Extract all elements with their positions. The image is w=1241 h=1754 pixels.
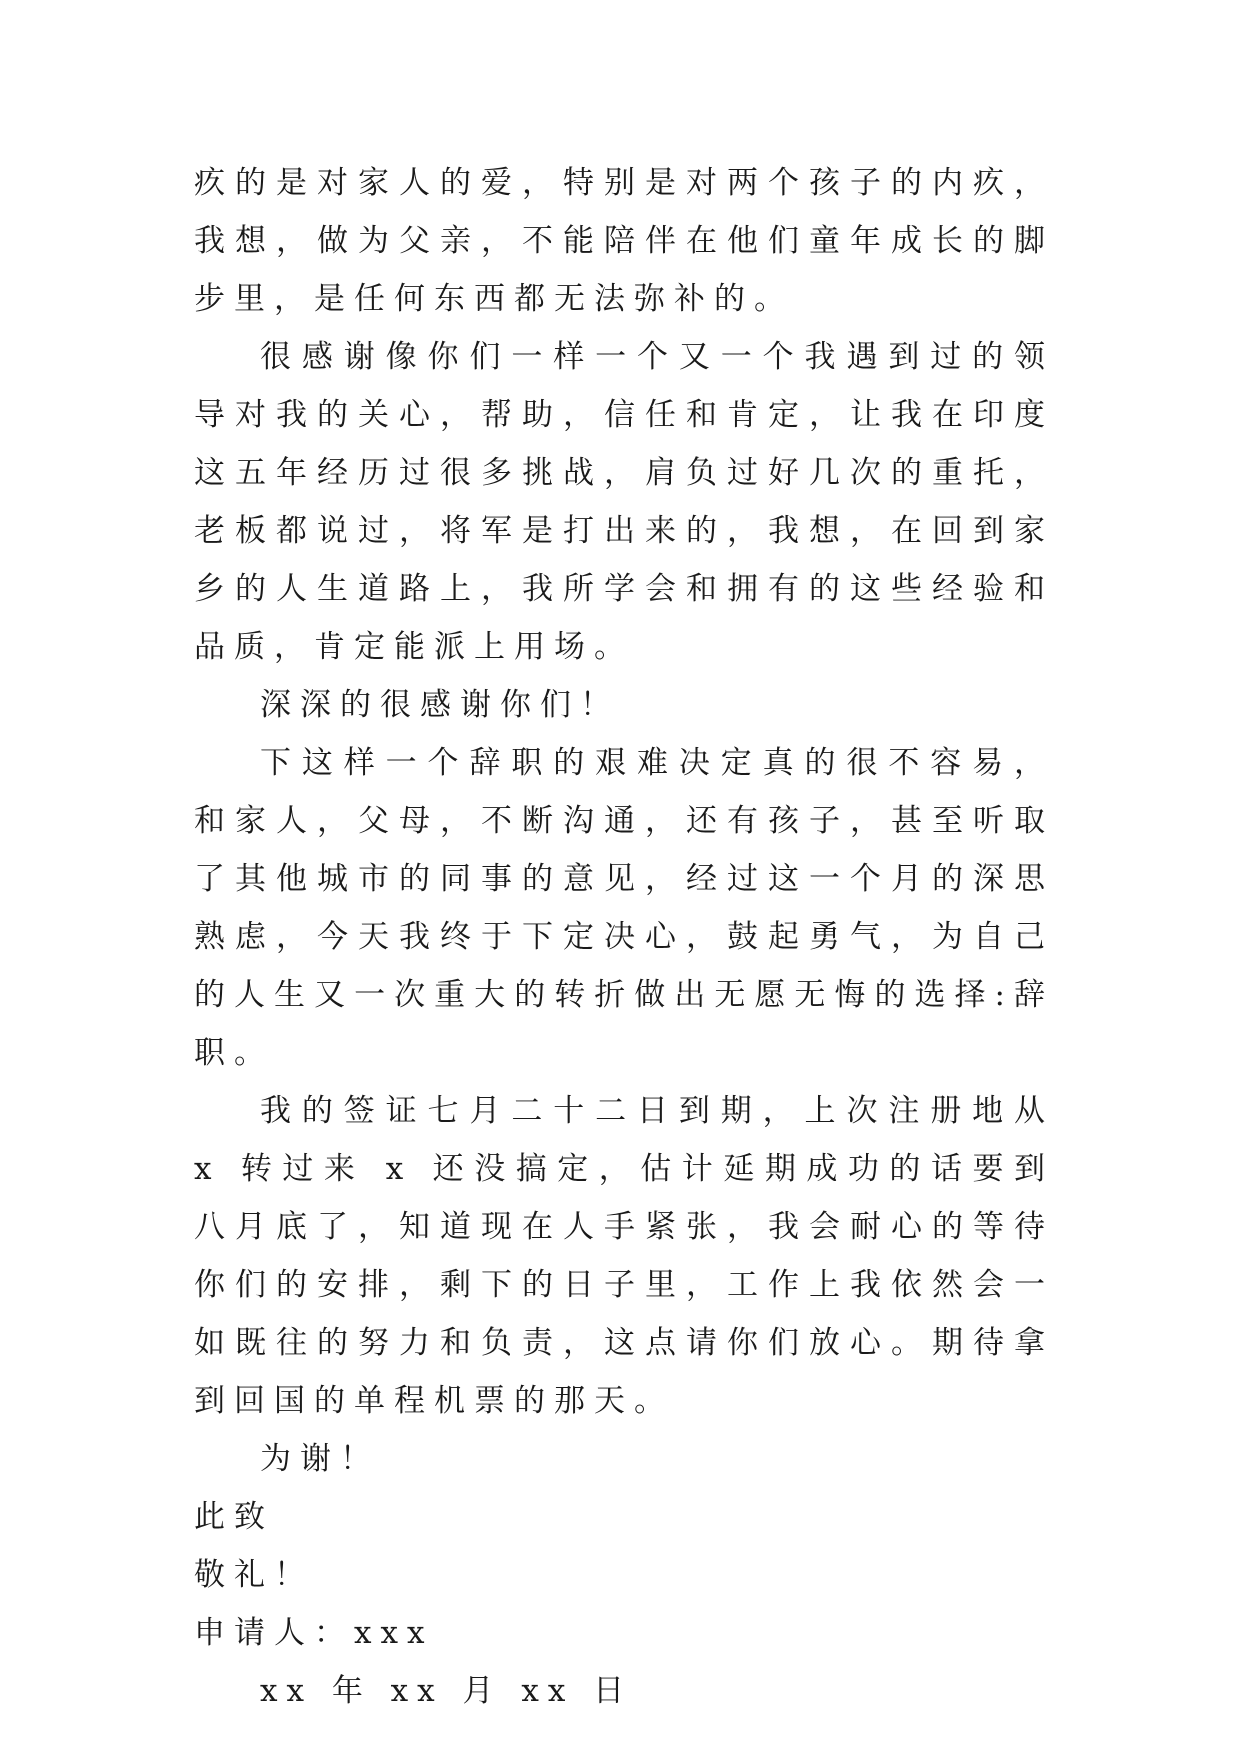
closing-regards: 敬礼！ [194, 1557, 314, 1593]
paragraph-resignation-decision: 下这样一个辞职的艰难决定真的很不容易，和家人，父母，不断沟通，还有孩子，甚至听取了其他城市的同事的意见，经过这一个月的深思熟虑，今天我终于下定决心，鼓起勇气，为自己的人生又一次重大的转折做出无愿无悔的选择:辞职。 [194, 745, 1054, 1071]
paragraph-continuation: 疚的是对家人的爱，特别是对两个孩子的内疚，我想，做为父亲，不能陪伴在他们童年成长的脚步里，是任何东西都无法弥补的。 [194, 165, 1054, 317]
closing-salutation: 此致 [194, 1499, 274, 1535]
paragraph-gratitude: 为谢！ [260, 1441, 380, 1477]
paragraph-thanks-leaders: 很感谢像你们一样一个又一个我遇到过的领导对我的关心，帮助，信任和肯定，让我在印度这五年经历过很多挑战，肩负过好几次的重托，老板都说过，将军是打出来的，我想，在回到家乡的人生道路上，我所学会和拥有的这些经验和品质，肯定能派上用场。 [194, 339, 1054, 665]
paragraph-deep-thanks: 深深的很感谢你们！ [260, 687, 620, 723]
applicant-signature: 申请人：xxx [194, 1615, 434, 1651]
letter-body [194, 154, 1054, 1720]
letter-date: xx 年 xx 月 xx 日 [260, 1673, 634, 1709]
paragraph-visa-arrangement: 我的签证七月二十二日到期，上次注册地从 x 转过来 x 还没搞定，估计延期成功的话要到八月底了，知道现在人手紧张，我会耐心的等待你们的安排，剩下的日子里，工作上我依然会一如既往的努力和负责，这点请你们放心。期待拿到回国的单程机票的那天。 [194, 1093, 1054, 1419]
